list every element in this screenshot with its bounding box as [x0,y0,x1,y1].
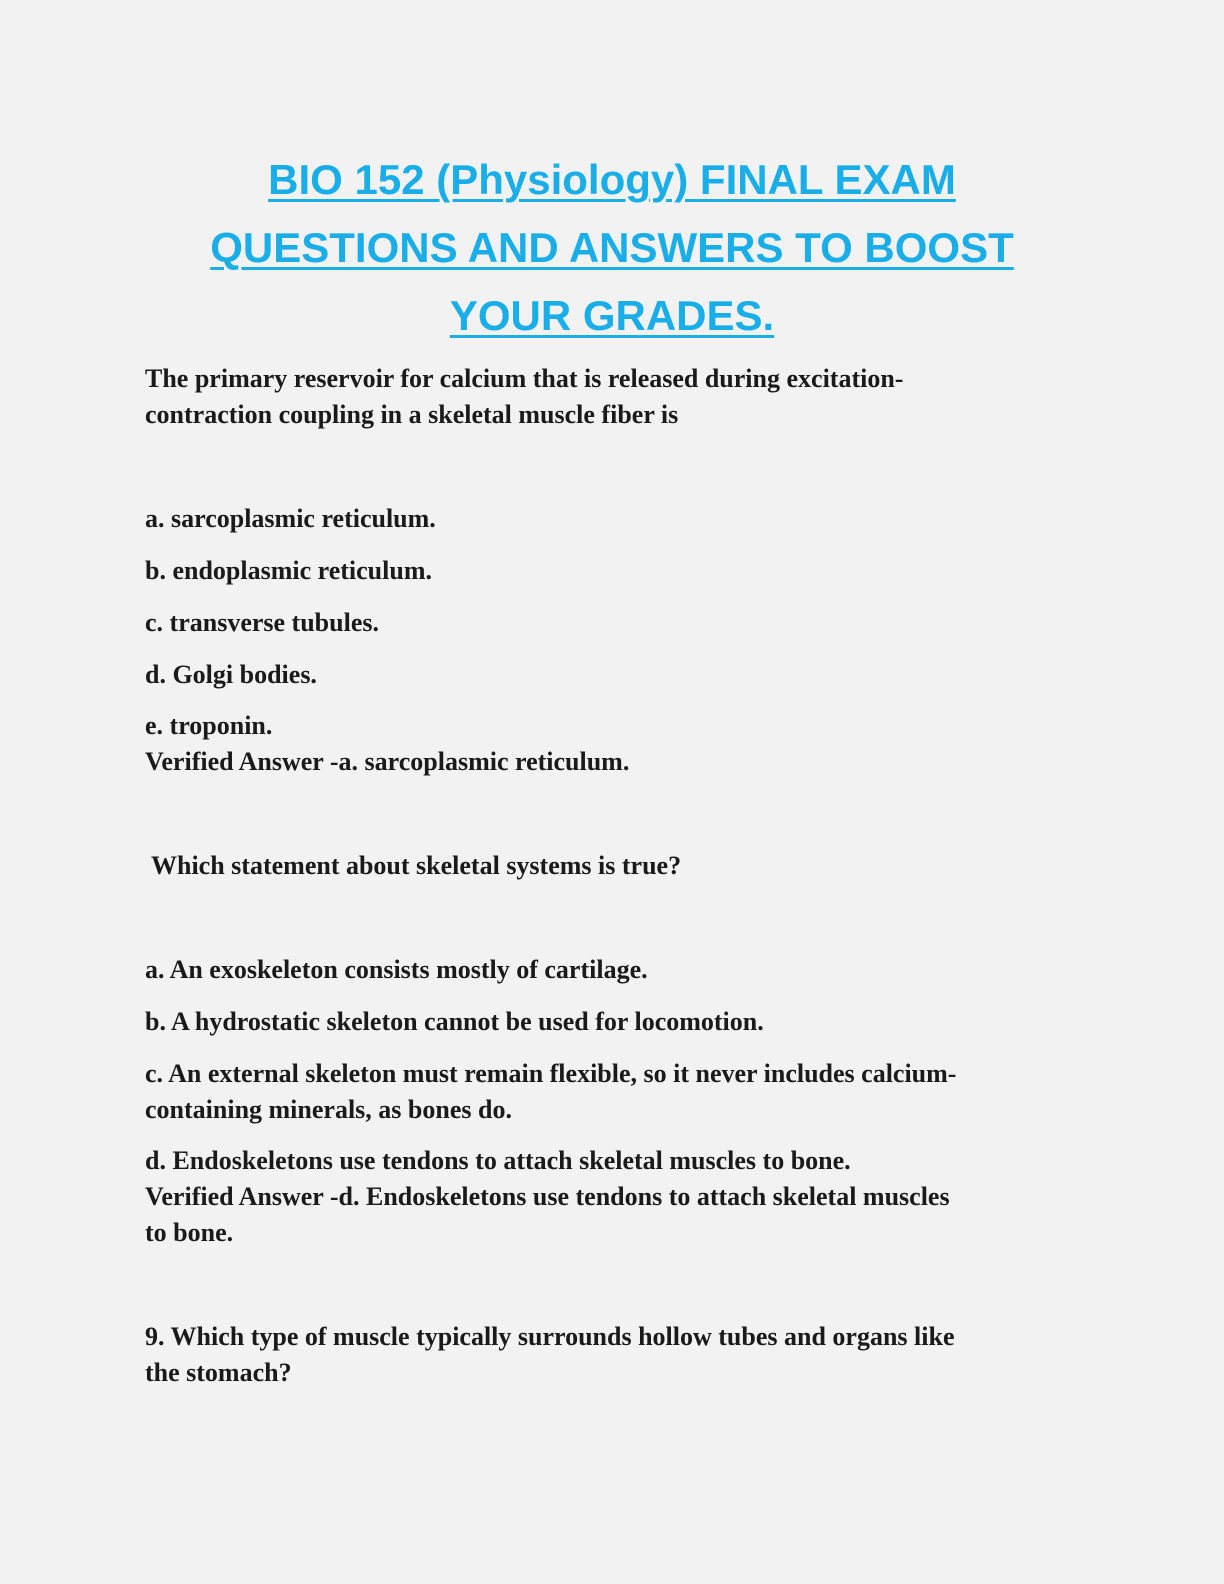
title-line-3: YOUR GRADES. [449,292,775,339]
question-2-option-c-line-1: c. An external skeleton must remain flexible, so it never includes calcium- [145,1059,957,1088]
question-2-option-b: b. A hydrostatic skeleton cannot be used for locomotion. [145,1007,764,1036]
question-3-line-2: the stomach? [145,1358,292,1387]
question-2-option-d: d. Endoskeletons use tendons to attach skeletal muscles to bone. [145,1146,851,1175]
question-2-answer-line-2: to bone. [145,1218,234,1247]
question-1-line-1: The primary reservoir for calcium that is released during excitation- [145,364,904,393]
question-2-option-c [145,1056,1085,1128]
question-2-answer-line-1: Verified Answer -d. Endoskeletons use tendons to attach skeletal muscles [145,1182,950,1211]
question-2-text: Which statement about skeletal systems is true? [151,851,682,880]
title-line-1: BIO 152 (Physiology) FINAL EXAM [268,156,956,203]
title-line-2: QUESTIONS AND ANSWERS TO BOOST [210,224,1014,271]
question-3-text [145,1319,1085,1391]
question-1-option-c: c. transverse tubules. [145,608,379,637]
question-1-text [145,361,1085,433]
document-title [160,146,1064,350]
question-1-answer: Verified Answer -a. sarcoplasmic reticulum. [145,747,630,776]
question-1-line-2: contraction coupling in a skeletal muscle fiber is [145,400,679,429]
question-2-option-c-line-2: containing minerals, as bones do. [145,1095,512,1124]
question-1-option-e: e. troponin. [145,711,273,740]
question-1-option-b: b. endoplasmic reticulum. [145,556,432,585]
question-1-option-d: d. Golgi bodies. [145,660,317,689]
question-3-line-1: 9. Which type of muscle typically surrounds hollow tubes and organs like [145,1322,955,1351]
question-2-option-a: a. An exoskeleton consists mostly of cartilage. [145,955,648,984]
question-2-answer [145,1179,1085,1251]
question-1-option-a: a. sarcoplasmic reticulum. [145,504,436,533]
